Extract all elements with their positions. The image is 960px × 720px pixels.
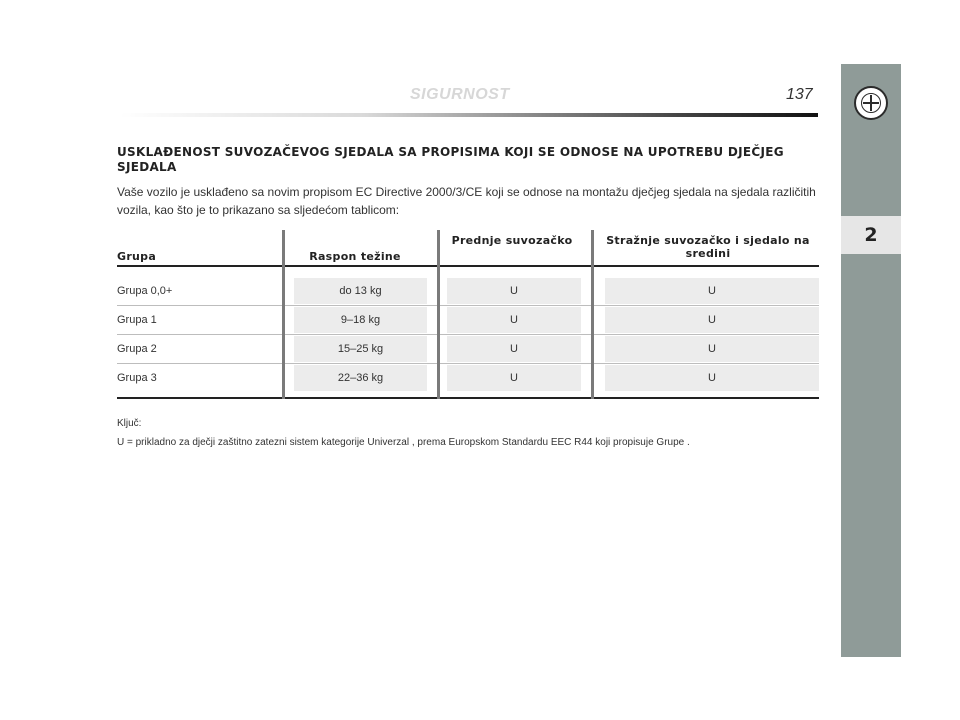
cell-weight-range: do 13 kg: [294, 278, 427, 304]
cell-rear-passenger: U: [605, 336, 819, 362]
column-separator: [282, 230, 285, 399]
cell-front-passenger: U: [447, 278, 581, 304]
column-header-weight-range: Raspon težine: [309, 250, 401, 263]
cell-grupa: Grupa 1: [117, 314, 157, 326]
intro-paragraph: Vaše vozilo je usklađeno sa novim propisom EC Directive 2000/3/CE koji se odnose na montažu dječjeg sjedala na sjedala različitih vozila, kao što je to prikazano sa sljedećom tablicom:: [117, 185, 816, 217]
cell-front-passenger: U: [447, 365, 581, 391]
table-row: [117, 278, 819, 306]
cell-weight-range: 22–36 kg: [294, 365, 427, 391]
table-row: [117, 307, 819, 335]
cell-weight-range: 9–18 kg: [294, 307, 427, 333]
table-row: [117, 365, 819, 393]
cell-grupa: Grupa 0,0+: [117, 285, 173, 297]
page-number: 137: [786, 86, 813, 103]
section-heading: USKLAĐENOST SUVOZAČEVOG SJEDALA SA PROPISIMA KOJI SE ODNOSE NA UPOTREBU DJEČJEG SJEDALA: [117, 145, 784, 174]
key-text: U = prikladno za dječji zaštitno zatezni sistem kategorije Univerzal , prema Europskom Standardu EEC R44 koji propisuje Grupe .: [117, 437, 690, 448]
row-divider: [117, 334, 819, 335]
table-header-rule: [117, 265, 819, 267]
table-row: [117, 336, 819, 364]
cell-front-passenger: U: [447, 336, 581, 362]
column-header-front-passenger: Prednje suvozačko: [451, 234, 573, 247]
cell-rear-passenger: U: [605, 278, 819, 304]
child-seat-table: [117, 230, 819, 400]
row-divider: [117, 305, 819, 306]
chapter-number-tab[interactable]: 2: [841, 216, 901, 254]
page-header-title: SIGURNOST: [410, 86, 510, 103]
column-separator: [437, 230, 440, 399]
key-label: Ključ:: [117, 418, 142, 429]
column-separator: [591, 230, 594, 399]
cell-rear-passenger: U: [605, 365, 819, 391]
column-header-rear-passenger: Stražnje suvozačko i sjedalo na sredini: [606, 234, 810, 260]
header-divider: [120, 113, 818, 117]
row-divider: [117, 363, 819, 364]
table-bottom-rule: [117, 397, 819, 399]
alfa-romeo-badge-icon: [854, 86, 888, 120]
cell-grupa: Grupa 3: [117, 372, 157, 384]
chapter-sidebar: [841, 64, 901, 657]
cell-front-passenger: U: [447, 307, 581, 333]
cell-grupa: Grupa 2: [117, 343, 157, 355]
cell-weight-range: 15–25 kg: [294, 336, 427, 362]
cell-rear-passenger: U: [605, 307, 819, 333]
column-header-grupa: Grupa: [117, 250, 157, 263]
